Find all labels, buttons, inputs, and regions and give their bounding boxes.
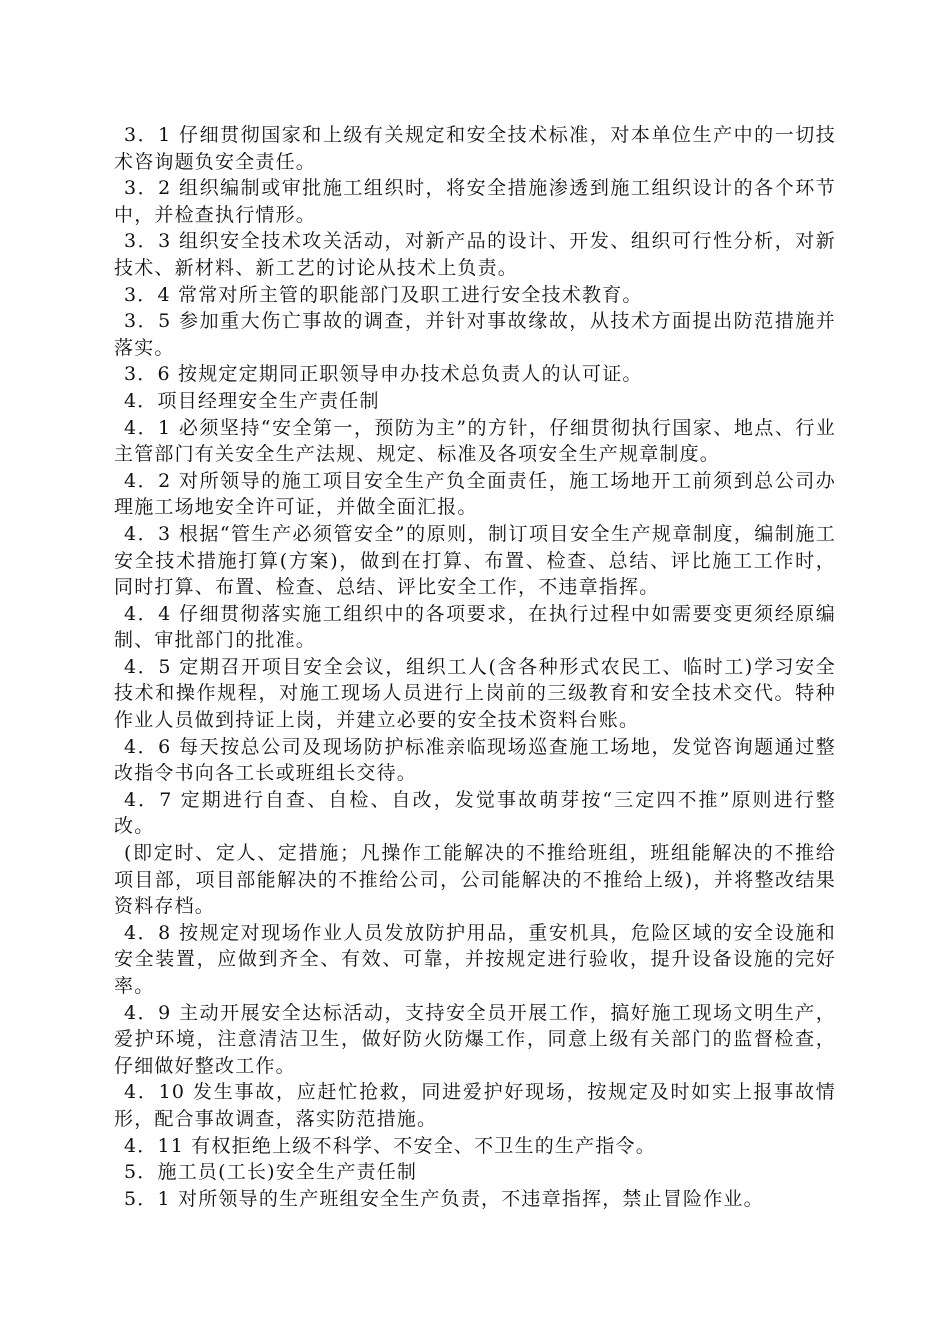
clause-3-4: 3．4 常常对所主管的职能部门及职工进行安全技术教育。	[124, 283, 643, 306]
clause-4-2: 4．2 对所领导的施工项目安全生产负全面责任，施工场地开工前须到总公司办理施工场地安全许可证，并做全面汇报。	[114, 469, 836, 519]
clause-4-9: 4．9 主动开展安全达标活动，支持安全员开展工作，搞好施工现场文明生产，爱护环境，注意清洁卫生，做好防火防爆工作，同意上级有关部门的监督检查，仔细做好整改工作。	[114, 1001, 836, 1077]
section-4-heading: 4．项目经理安全生产责任制	[124, 389, 380, 412]
clause-3-3: 3．3 组织安全技术攻关活动，对新产品的设计、开发、组织可行性分析，对新技术、新材料、新工艺的讨论从技术上负责。	[114, 230, 836, 279]
clause-4-4: 4．4 仔细贯彻落实施工组织中的各项要求，在执行过程中如需要变更须经原编制、审批部门的批准。	[114, 602, 836, 652]
clause-3-1: 3．1 仔细贯彻国家和上级有关规定和安全技术标准，对本单位生产中的一切技术咨询题负安全责任。	[114, 124, 836, 173]
clause-4-10: 4．10 发生事故，应赶忙抢救，同进爱护好现场，按规定及时如实上报事故情形，配合事故调查，落实防范措施。	[114, 1081, 836, 1130]
section-5-heading: 5．施工员(工长)安全生产责任制	[124, 1161, 418, 1184]
clause-4-7-note: (即定时、定人、定措施；凡操作工能解决的不推给班组，班组能解决的不推给项目部，项目部能解决的不推给公司，公司能解决的不推给上级)，并将整改结果资料存档。	[114, 842, 836, 918]
clause-4-1: 4．1 必须坚持“安全第一，预防为主”的方针，仔细贯彻执行国家、地点、行业主管部门有关安全生产法规、规定、标准及各项安全生产规章制度。	[114, 416, 836, 466]
clause-4-6: 4．6 每天按总公司及现场防护标准亲临现场巡查施工场地，发觉咨询题通过整改指令书向各工长或班组长交待。	[114, 735, 836, 785]
clause-3-5: 3．5 参加重大伤亡事故的调查，并针对事故缘故，从技术方面提出防范措施并落实。	[114, 310, 836, 359]
clause-4-7: 4．7 定期进行自查、自检、自改，发觉事故萌芽按“三定四不推”原则进行整改。	[114, 788, 836, 838]
clause-3-2: 3．2 组织编制或审批施工组织时，将安全措施渗透到施工组织设计的各个环节中，并检查执行情形。	[114, 177, 836, 226]
clause-3-6: 3．6 按规定定期同正职领导申办技术总负责人的认可证。	[124, 363, 643, 386]
clause-4-5: 4．5 定期召开项目安全会议，组织工人(含各种形式农民工、临时工)学习安全技术和操作规程，对施工现场人员进行上岗前的三级教育和安全技术交代。特种作业人员做到持证上岗，并建立必要的安全技术资料台账。	[114, 655, 836, 732]
document-body	[114, 122, 836, 1212]
clause-4-3: 4．3 根据“管生产必须管安全”的原则，制订项目安全生产规章制度，编制施工安全技术措施打算(方案)，做到在打算、布置、检查、总结、评比施工工作时，同时打算、布置、检查、总结、评比安全工作，不违章指挥。	[114, 522, 836, 599]
clause-4-8: 4．8 按规定对现场作业人员发放防护用品，重安机具，危险区域的安全设施和安全装置，应做到齐全、有效、可靠，并按规定进行验收，提升设备设施的完好率。	[114, 921, 836, 997]
clause-4-11: 4．11 有权拒绝上级不科学、不安全、不卫生的生产指令。	[124, 1134, 656, 1157]
clause-5-1: 5．1 对所领导的生产班组安全生产负责，不违章指挥，禁止冒险作业。	[124, 1187, 764, 1210]
